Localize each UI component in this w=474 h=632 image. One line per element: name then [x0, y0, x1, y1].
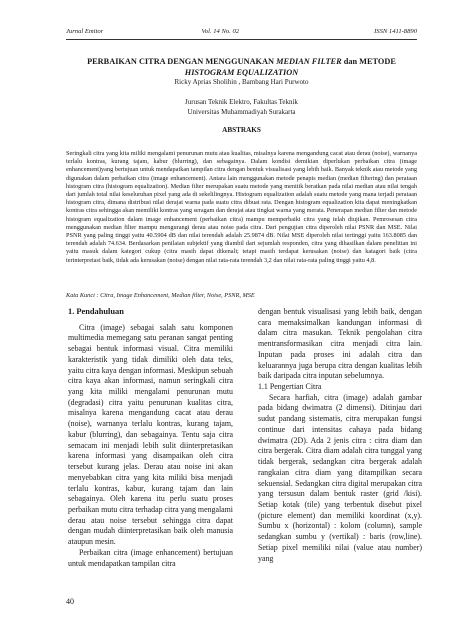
affiliation — [66, 98, 417, 117]
journal-name: Jurnal Emitor — [66, 28, 104, 35]
intro-paragraph-2: Perbaikan citra (image enhancement) bertujuan untuk mendapatkan tampilan citra — [68, 547, 233, 568]
running-head — [66, 28, 417, 35]
affiliation-line-1: Jurusan Teknik Elektro, Fakultas Teknik — [185, 98, 298, 106]
header-rule — [66, 39, 417, 40]
authors: Ricky Aprias Sholihin , Bambang Hari Purwoto — [174, 78, 309, 86]
title-part-2: MEDIAN FILTER — [276, 57, 342, 66]
affiliation-line-2: Universitas Muhammadiyah Surakarta — [187, 107, 296, 116]
title-part-1: PERBAIKAN CITRA DENGAN MENGGUNAKAN — [87, 57, 277, 66]
abstract-text: Seringkali citra yang kita miliki mengalami penurunan mutu atau kualitas, misalnya karena mengandung cacat atau derau (noise), warnanya terlalu kontras, kurang tajam, kabur (blurring), dan sebagainya. Dalam kondisi demikian diperlukan perbaikan citra (image enhancement)yang bertujuan untuk mendapatkan tampilan citra dengan bentuk visualisasi yang lebih baik. Banyak teknik atau metode yang digunakan dalam perbaikan citra (image enhancement). Antara lain menggunakan metode penapis median (median filtering) dan perataan histogram citra (histogram equalization). Median filter merupakan suatu metode yang menitik beratkan pada nilai median atau nilai tengah dari jumlah total nilai keseluruhan pixel yang ada di sekelilingnya. Histogram equalization adalah suatu metode yang mana terjadi perataan histogram citra, dimana distribusi nilai derajat warna pada suatu citra dibuat rata. Dengan histogram equalization kita dapat meningkatkan kontras citra sehingga akan memiliki kontras yang seragam dan derajat atau tingkat warna yang merata. Penerapan median filter dan metode histogram equalization dalam image enhancement (perbaikan citra) mampu memperbaiki citra yang telah diujikan. Pemrosesan citra menggunakan median filter mampu mengurangi derau atau noise pada citra. Dari pengujian citra diperoleh nilai PSNR dan MSE. Nilai PSNR yang paling tinggi yaitu 40.5904 dB dan nilai terendah adalah 25.9874 dB. Nilai MSE diperoleh nilai tertinggi yaitu 163.8085 dan terendah adalah 74.634. Berdasarkan penilaian subjektif yang diambil dari sejumlah responden, citra yang dihasilkan dalam penelitian ini yaitu masuk dalam kategori cukup (citra masih dapat dikenali; tetapi masih terdapat kerusakan (noise) dan katagori baik (citra terinterpretasi baik, tidak ada kerusakan (noise) dengan nilai rata-rata terendah 3,2 dan nilai rata-rata paling tinggi yaitu 4,8. — [66, 150, 417, 264]
title-part-3: dan METODE — [341, 57, 396, 66]
definition-paragraph: Secara harfiah, citra (image) adalah gambar pada bidang dwimatra (2 dimensi). Ditinjau dari sudut pandang sistematis, citra merupakan fungsi continue dari intensitas cahaya pada bidang dwimatra (2D). Ada 2 jenis citra : citra diam dan citra bergerak. Citra diam adalah citra tunggal yang tidak bergerak, sedangkan citra bergerak adalah rangkaian citra diam yang ditampilkan secara sekuensial. Sedangkan citra digital merupakan citra yang tersusun dalam bentuk raster (grid /kisi). Setiap kotak (tile) yang terbentuk disebut pixel (picture element) dan memiliki koordinat (x,y). Sumbu x (horizontal) : kolom (column), sample sedangkan sumbu y (vertikal) : baris (row,line). Setiap pixel memiliki nilai (value atau number) yang — [258, 392, 422, 563]
issn: ISSN 1411-8890 — [374, 28, 417, 35]
keywords: Kata Kunci : Citra, Image Enhancement, Median filter, Noise, PSNR, MSE — [66, 292, 255, 299]
volume-number: Vol. 14 No. 02 — [201, 28, 240, 35]
left-column — [68, 307, 233, 569]
abstract-heading: ABSTRAKS — [222, 126, 261, 134]
subsection-heading: 1.1 Pengertian Citra — [258, 382, 322, 392]
page-number: 40 — [66, 597, 74, 606]
section-heading: 1. Pendahuluan — [68, 307, 124, 316]
title-part-4: HISTOGRAM EQUALIZATION — [184, 68, 299, 77]
right-column — [258, 307, 422, 564]
intro-paragraph-1: Citra (image) sebagai salah satu komponen multimedia memegang satu peranan sangat penting sebagai bentuk informasi visual. Citra memiliki karakteristik yang tidak dimiliki oleh data teks, yaitu citra kaya dengan informasi. Meskipun sebuah citra kaya akan informasi, namun seringkali citra yang kita miliki mengalami penurunan mutu (degradasi) citra yaitu penurunan kualitas citra, misalnya karena mengandung cacat atau derau (noise), warnanya terlalu kontras, kurang tajam, kabur (blurring), dan sebagainya. Tentu saja citra semacam ini menjadi lebih sulit diinterpretasikan karena informasi yang disampaikan oleh citra tersebut kurang jelas. Derau atau noise ini akan menyebabkan citra yang kita miliki bisa menjadi terlalu kontras, kabur, kurang tajam dan lain sebagainya. Oleh karena itu perlu suatu proses perbaikan mutu citra terhadap citra yang mengalami derau atau noise tersebut sehingga citra dapat dengan mudah diinterpretasikan baik oleh manusia ataupun mesin. — [68, 322, 233, 547]
intro-paragraph-continued: dengan bentuk visualisasi yang lebih baik, dengan cara memaksimalkan kandungan informasi di dalam citra masukan. Teknik pengolahan citra mentransformasikan citra menjadi citra lain. Inputan pada proses ini adalah citra dan keluarannya juga berupa citra dengan kualitas lebih baik daripada citra inputan sebelumnya. — [258, 307, 422, 381]
paper-title — [66, 56, 417, 78]
